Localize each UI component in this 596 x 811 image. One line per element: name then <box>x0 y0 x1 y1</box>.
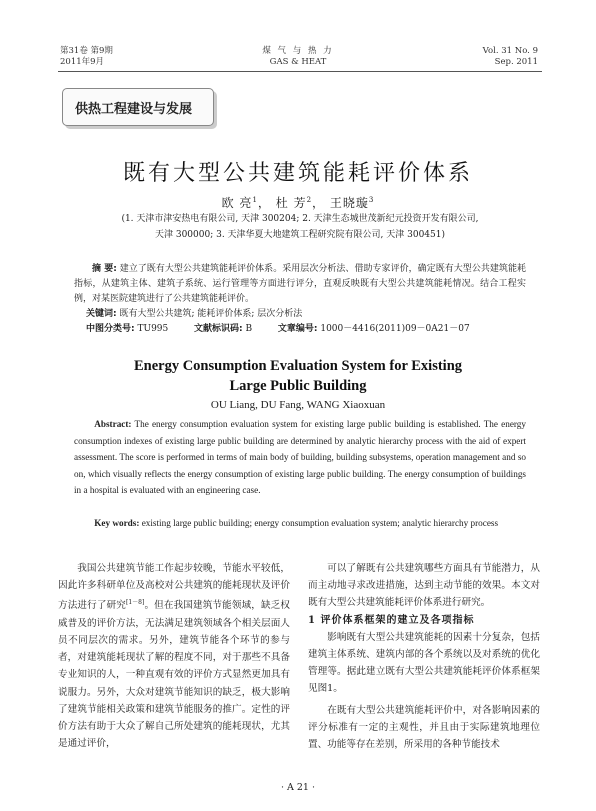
abstract-en-text: The energy consumption evaluation system for existing large public building is established. The energy consumption indexes of existing large public building are determined by analytic hierarchy process with the aid of expert assessment. The score is performed in terms of main body of building, building subsystems, operation management and so on, which visually reflects the energy consumption of existing large public building. The energy consumption of buildings in a hospital is evaluated with an engineering case. <box>74 419 526 496</box>
article-no-value: 1000－4416(2011)09－0A21－07 <box>320 324 470 334</box>
keywords-en-label: Key words: <box>94 518 140 528</box>
keywords-en-text: existing large public building; energy consumption evaluation system; analytic hierarchy process <box>141 518 499 528</box>
page-number: · A 21 · <box>280 782 316 793</box>
body-left-text-a: 我国公共建筑节能工作起步较晚，节能水平较低，因此许多科研单位及高校对公共建筑的能耗现状及评价方法进行了研究 <box>58 563 290 612</box>
section-label-box <box>62 88 214 126</box>
author-sep: ， <box>312 196 326 210</box>
classification-line <box>86 322 536 337</box>
header-volume-cn: 第31卷 第9期 <box>60 46 113 56</box>
body-right-paragraph-2: 影响既有大型公共建筑能耗的因素十分复杂，包括建筑主体系统、建筑内部的各个系统以及对系统的优化管理等。据此建立既有大型公共建筑能耗评价体系框架见图1。 <box>308 631 540 695</box>
keywords-cn-text: 既有大型公共建筑; 能耗评价体系; 层次分析法 <box>119 309 303 319</box>
body-column-right <box>308 560 540 753</box>
section-label: 供热工程建设与发展 <box>75 102 193 117</box>
article-no-label: 文章编号: <box>277 324 318 334</box>
keywords-cn-label: 关键词: <box>86 309 117 319</box>
affiliation-line-1: (1. 天津市津安热电有限公司, 天津 300204; 2. 天津生态城世茂新纪元投资开发有限公司, <box>121 214 479 224</box>
doc-code-label: 文献标识码: <box>194 324 243 334</box>
title-cn: 既有大型公共建筑能耗评价体系 <box>122 161 473 186</box>
body-right-paragraph-3: 在既有大型公共建筑能耗评价中，对各影响因素的评分标准有一定的主观性，并且由于实际建筑地理位置、功能等存在差别，所采用的各种节能技术 <box>308 704 540 751</box>
doc-code-value: B <box>245 324 253 334</box>
section-heading-1: 1 评价体系框架的建立及各项指标 <box>308 614 475 626</box>
affiliation-line-2: 天津 300000; 3. 天津华夏大地建筑工程研究院有限公司, 天津 300451) <box>154 230 445 240</box>
author-3-aff: 3 <box>368 196 375 204</box>
abstract-en <box>74 416 526 499</box>
title-en-line-1: Energy Consumption Evaluation System for Existing <box>133 358 463 374</box>
author-1: 欧 亮 <box>221 196 253 210</box>
header-journal-cn: 煤 气 与 热 力 <box>262 46 334 56</box>
author-sep: ， <box>257 196 271 210</box>
abstract-cn-label: 摘 要: <box>92 264 117 274</box>
author-2: 杜 芳 <box>275 196 307 210</box>
header-date-en: Sep. 2011 <box>494 57 538 67</box>
citation: [1－8] <box>126 599 145 607</box>
authors-en: OU Liang, DU Fang, WANG Xiaoxuan <box>210 399 386 411</box>
body-left-text-b: 。但在我国建筑节能领域，缺乏权威普及的评价方法，无法满足建筑领域各个相关层面人员不同层次的需求。另外，建筑节能各个环节的参与者，对建筑能耗现状了解的程度不同，对于那些不具备专业知识的人，一种直观有效的评价方式显然更加具有说服力。另外，大众对建筑节能知识的缺乏，极大影响了建筑节能相关政策和建筑节能服务的推广。定性的评价方法有助于大众了解自己所处建筑的能耗现状，尤其是通过评价， <box>58 600 291 750</box>
header-volume-en: Vol. 31 No. 9 <box>482 46 538 56</box>
header-rule <box>58 71 542 72</box>
header-journal-en: GAS & HEAT <box>269 57 327 67</box>
body-left-paragraph <box>58 560 290 752</box>
title-en-line-2: Large Public Building <box>229 378 367 394</box>
author-1-aff: 1 <box>252 196 258 204</box>
author-3: 王晓璇 <box>329 196 369 210</box>
abstract-cn-text: 建立了既有大型公共建筑能耗评价体系。采用层次分析法、借助专家评价，确定既有大型公共建筑能耗指标，从建筑主体、建筑子系统、运行管理等方面进行评分，直观反映既有大型公共建筑能耗情况。结合工程实例，对某医院建筑进行了公共建筑能耗评价。 <box>74 264 526 304</box>
title-en <box>0 356 596 396</box>
keywords-cn <box>86 307 526 322</box>
authors-cn <box>0 194 596 211</box>
clc-value: TU995 <box>137 324 169 334</box>
body-right-paragraph-1: 可以了解既有公共建筑哪些方面具有节能潜力，从而主动地寻求改进措施，达到主动节能的效果。本文对既有大型公共建筑能耗评价体系进行研究。 <box>308 563 540 609</box>
abstract-en-label: Abstract: <box>94 419 132 429</box>
author-2-aff: 2 <box>306 196 313 204</box>
body-column-left <box>58 560 290 752</box>
abstract-cn <box>74 262 526 307</box>
keywords-en <box>74 515 526 532</box>
header-date-cn: 2011年9月 <box>60 57 105 67</box>
clc-label: 中图分类号: <box>86 324 135 334</box>
